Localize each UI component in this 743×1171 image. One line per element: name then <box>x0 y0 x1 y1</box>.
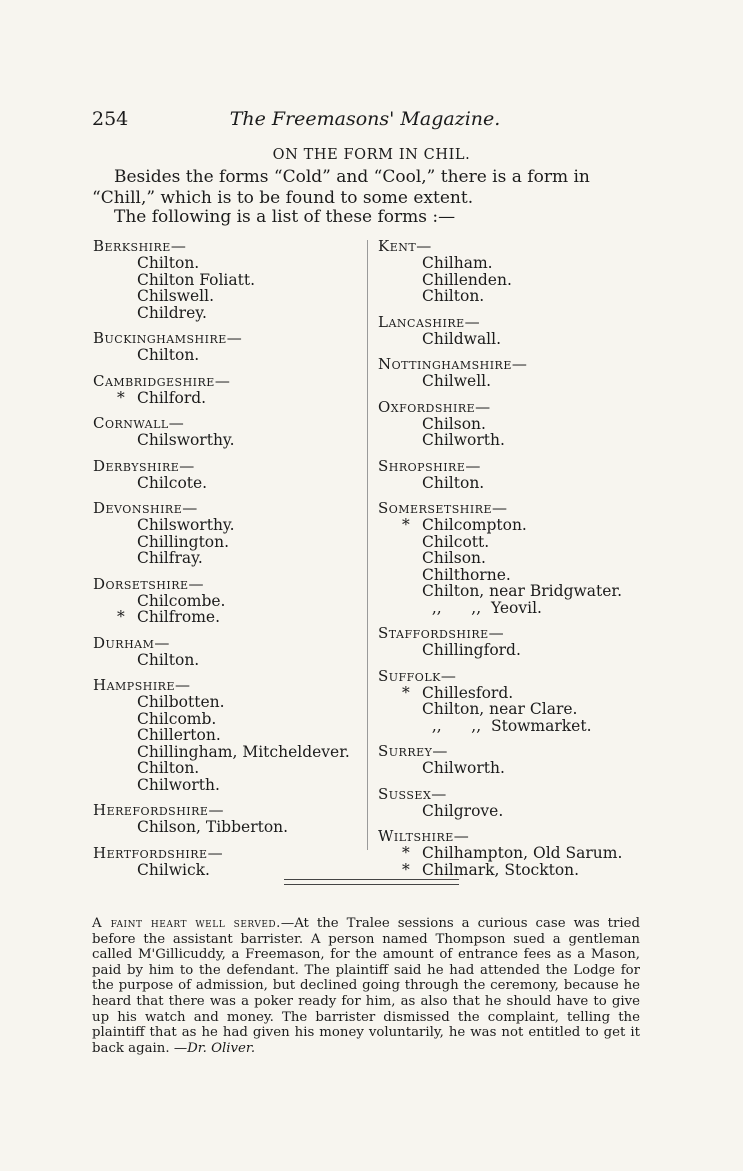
anecdote-signature: —Dr. Oliver. <box>173 1040 256 1056</box>
asterisk-mark: * <box>402 516 410 534</box>
place-text: Chilwick. <box>137 860 210 879</box>
place-text: Chilton. <box>137 346 200 364</box>
intro-paragraph-2: The following is a list of these forms :— <box>114 207 456 227</box>
place-list <box>93 432 363 449</box>
place-text: Chilbotten. <box>137 693 225 711</box>
place-text: Chilsworthy. <box>137 516 235 534</box>
place-name <box>93 534 363 551</box>
county-heading: Somersetshire— <box>378 499 508 517</box>
county-heading: Lancashire— <box>378 312 481 331</box>
place-name <box>93 760 363 777</box>
place-text: Chillenden. <box>422 270 512 289</box>
place-name <box>93 288 363 305</box>
place-list <box>93 347 363 364</box>
place-text: Chilson, Tibberton. <box>137 818 289 836</box>
place-text: Chillingford. <box>422 641 521 659</box>
place-list <box>378 685 648 735</box>
place-name <box>93 819 363 836</box>
left-column <box>93 237 363 886</box>
place-text: Chilcombe. <box>137 591 226 610</box>
anecdote-paragraph <box>92 916 640 1056</box>
county-heading: Suffolk— <box>378 666 457 685</box>
place-name <box>378 416 648 433</box>
place-list <box>93 819 363 836</box>
place-name <box>378 475 648 492</box>
place-name <box>93 390 363 407</box>
section-title: ON THE FORM IN CHIL. <box>272 147 471 163</box>
place-list <box>93 255 363 321</box>
anecdote-body: —At the Tralee sessions a curious case was tried before the assistant barrister. A person named Thompson sued a gentleman called M'Gillicuddy, a Freemason, for the amount of entrance fees as a Mason, paid by him to the defendant. The plaintiff said he had attended the Lodge for the purpose of admission, but declined going through the ceremony, because he heard that there was a poker ready for him, as also that he should have to give up his watch and money. The barrister dismissed the complaint, telling the plaintiff that as he had given his money voluntarily, he was not entitled to get it back again. <box>92 916 641 1056</box>
place-name <box>93 593 363 610</box>
county-heading: Nottinghamshire— <box>378 355 528 373</box>
place-name <box>378 567 648 584</box>
place-name <box>378 718 648 735</box>
place-list <box>93 593 363 626</box>
place-text: Chilford. <box>137 388 207 407</box>
place-text: Chilfrome. <box>137 608 221 626</box>
place-list <box>378 475 648 492</box>
place-name <box>378 550 648 567</box>
place-text: Chilwell. <box>422 372 492 390</box>
place-name <box>378 432 648 449</box>
place-name <box>378 288 648 305</box>
county-heading: Durham— <box>93 633 170 652</box>
county-heading: Hertfordshire— <box>93 843 224 862</box>
place-text: Chilton. <box>137 650 200 669</box>
place-name <box>378 331 648 348</box>
place-text: Chilmark, Stockton. <box>422 860 580 879</box>
county-heading: Cambridgeshire— <box>93 371 231 390</box>
county-heading: Cornwall— <box>93 414 185 432</box>
place-name <box>378 373 648 390</box>
county-heading: Buckinghamshire— <box>93 329 243 347</box>
place-name <box>93 272 363 289</box>
place-list <box>93 517 363 567</box>
place-text: Chilfray. <box>137 549 203 567</box>
place-list <box>93 475 363 492</box>
place-text: Chilton. <box>422 287 485 305</box>
place-list <box>378 416 648 449</box>
place-text: ,, ,, Stowmarket. <box>422 716 592 735</box>
county-heading: Sussex— <box>378 784 447 803</box>
place-text: Chilworth. <box>137 775 220 794</box>
asterisk-mark: * <box>117 388 125 407</box>
place-name <box>93 694 363 711</box>
place-text: Chilton, near Clare. <box>422 700 578 718</box>
county-heading: Berkshire— <box>93 237 187 255</box>
place-name <box>378 255 648 272</box>
place-text: Chilworth. <box>422 431 505 449</box>
place-text: Chilcomb. <box>137 709 217 728</box>
place-name <box>378 845 648 862</box>
place-text: Childwall. <box>422 329 502 348</box>
place-list <box>378 642 648 659</box>
place-text: Childrey. <box>137 303 207 322</box>
place-list <box>378 517 648 616</box>
county-heading: Hampshire— <box>93 676 191 694</box>
county-heading: Herefordshire— <box>93 801 224 819</box>
place-list <box>93 862 363 879</box>
place-text: Chilton, near Bridgwater. <box>422 582 623 600</box>
place-name <box>93 550 363 567</box>
place-name <box>93 475 363 492</box>
asterisk-mark: * <box>117 608 125 626</box>
place-name <box>378 701 648 718</box>
section-rule <box>284 879 459 880</box>
place-name <box>93 652 363 669</box>
place-name <box>93 432 363 449</box>
place-text: Chilcompton. <box>422 516 527 534</box>
place-text: Chilton Foliatt. <box>137 270 256 289</box>
county-heading: Devonshire— <box>93 499 198 517</box>
place-name <box>93 777 363 794</box>
place-name <box>378 803 648 820</box>
place-list <box>93 694 363 793</box>
place-name <box>378 272 648 289</box>
place-list <box>378 845 648 878</box>
place-text: Chilswell. <box>137 287 214 305</box>
place-name <box>378 600 648 617</box>
section-rule <box>284 884 459 885</box>
place-text: Chillingham, Mitcheldever. <box>137 742 350 761</box>
place-name <box>93 517 363 534</box>
place-text: Chilgrove. <box>422 801 504 820</box>
county-heading: Dorsetshire— <box>93 574 205 593</box>
county-heading: Staffordshire— <box>378 624 505 642</box>
place-list <box>378 373 648 390</box>
anecdote-lead: A faint heart well served. <box>92 916 281 931</box>
county-heading: Surrey— <box>378 742 448 760</box>
place-list <box>378 331 648 348</box>
place-text: ,, ,, Yeovil. <box>422 598 542 617</box>
place-name <box>93 305 363 322</box>
place-name <box>378 583 648 600</box>
place-name <box>378 534 648 551</box>
place-name <box>93 862 363 879</box>
place-text: Chillerton. <box>137 726 221 744</box>
intro-paragraph-1: Besides the forms “Cold” and “Cool,” there is a form in “Chill,” which is to be found to some extent. <box>92 167 590 208</box>
place-text: Chilthorne. <box>422 565 511 584</box>
place-name <box>93 711 363 728</box>
place-text: Chilsworthy. <box>137 431 235 449</box>
place-text: Chilton. <box>422 473 485 492</box>
page-number: 254 <box>92 108 129 130</box>
place-text: Chilcott. <box>422 532 490 551</box>
asterisk-mark: * <box>402 844 410 862</box>
place-text: Chilton. <box>137 254 200 272</box>
county-heading: Derbyshire— <box>93 456 195 475</box>
county-heading: Shropshire— <box>378 456 481 475</box>
place-name <box>378 642 648 659</box>
place-name <box>378 517 648 534</box>
place-text: Chilcote. <box>137 473 208 492</box>
place-text: Chillesford. <box>422 683 514 702</box>
place-text: Chilham. <box>422 254 493 272</box>
place-name <box>93 255 363 272</box>
place-text: Chilson. <box>422 549 486 567</box>
place-name <box>93 347 363 364</box>
column-divider <box>367 240 368 850</box>
asterisk-mark: * <box>402 860 410 879</box>
county-heading: Wiltshire— <box>378 827 470 845</box>
place-list <box>93 390 363 407</box>
place-list <box>378 255 648 305</box>
place-name <box>378 685 648 702</box>
place-name <box>93 727 363 744</box>
place-text: Chilhampton, Old Sarum. <box>422 844 623 862</box>
place-text: Chilworth. <box>422 759 505 777</box>
place-list <box>378 803 648 820</box>
county-heading: Kent— <box>378 237 432 255</box>
right-column <box>378 237 648 886</box>
place-name <box>378 760 648 777</box>
place-name <box>93 609 363 626</box>
asterisk-mark: * <box>402 683 410 702</box>
place-name <box>93 744 363 761</box>
place-text: Chilton. <box>137 759 200 777</box>
place-text: Chilson. <box>422 414 486 433</box>
place-list <box>93 652 363 669</box>
place-text: Chillington. <box>137 532 230 551</box>
place-list <box>378 760 648 777</box>
place-name <box>378 862 648 879</box>
running-title: The Freemasons' Magazine. <box>229 108 501 130</box>
page-header <box>92 108 638 138</box>
county-heading: Oxfordshire— <box>378 397 491 416</box>
